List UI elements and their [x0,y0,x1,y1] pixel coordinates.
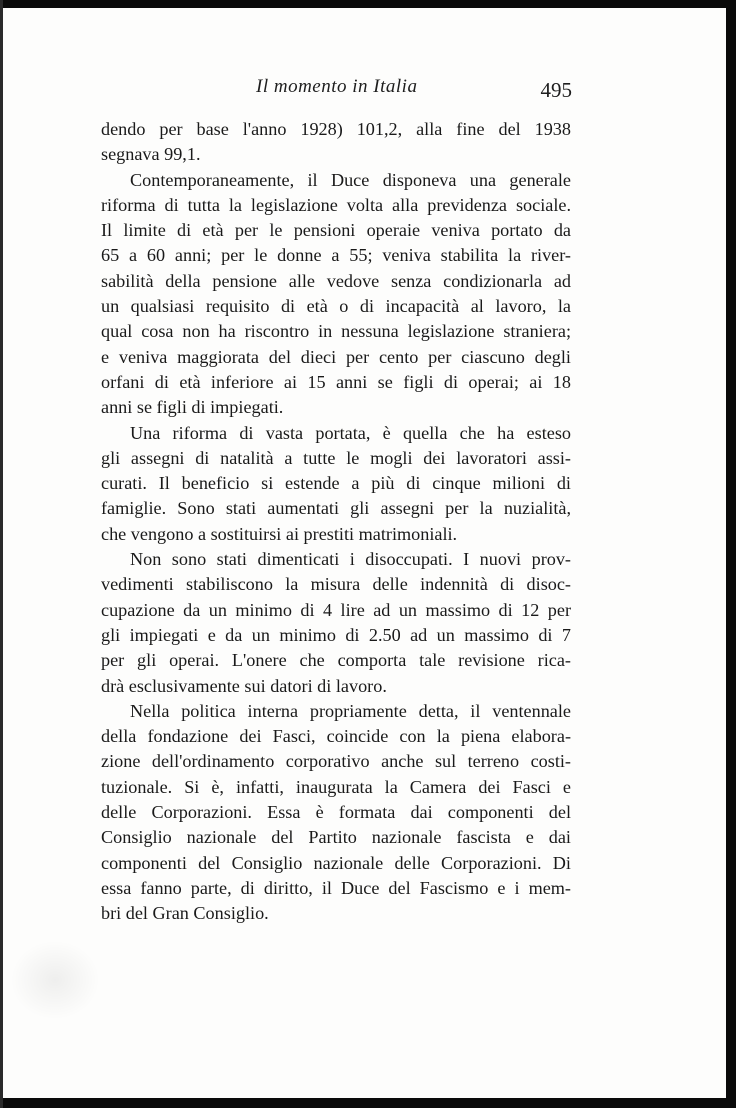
text-line: Il limite di età per le pensioni operaie veniva portato da [101,220,571,241]
text-line: famiglie. Sono stati aumentati gli assegni per la nuzialità, [101,498,571,519]
scan-border-left [0,0,3,1108]
text-line: Una riforma di vasta portata, è quella che ha esteso [130,422,571,443]
paragraph [101,421,571,547]
paragraph [101,117,571,168]
scan-smudge [10,940,100,1020]
text-line: Consiglio nazionale del Partito nazionale fascista e dai [101,827,571,848]
text-line: e veniva maggiorata del dieci per cento per ciascuno degli [101,346,571,367]
paragraph [101,699,571,927]
scan-border-bottom [0,1098,736,1108]
text-line: essa fanno parte, di diritto, il Duce del Fascismo e i mem- [101,877,571,898]
text-line: Non sono stati dimenticati i disoccupati. I nuovi prov- [130,549,571,570]
running-head [100,74,576,104]
text-line: della fondazione dei Fasci, coincide con la piena elabora- [101,726,571,747]
text-line: cupazione da un minimo di 4 lire ad un massimo di 12 per [101,599,571,620]
text-line: 65 a 60 anni; per le donne a 55; veniva stabilita la river- [101,245,571,266]
text-line: gli impiegati e da un minimo di 2.50 ad un massimo di 7 [101,624,571,645]
text-line: curati. Il beneficio si estende a più di cinque milioni di [101,473,571,494]
text-line: zione dell'ordinamento corporativo anche sul terreno costi- [101,751,571,772]
text-line: vedimenti stabiliscono la misura delle indennità di disoc- [101,574,571,595]
text-line: componenti del Consiglio nazionale delle Corporazioni. Di [101,852,571,873]
text-line: orfani di età inferiore ai 15 anni se figli di operai; ai 18 [101,371,571,392]
text-line: Nella politica interna propriamente detta, il ventennale [130,700,571,721]
running-title: Il momento in Italia [256,76,418,97]
paragraph [101,547,571,699]
scan-border-top [0,0,736,8]
text-line: Contemporaneamente, il Duce disponeva una generale [130,169,571,190]
page-number: 495 [540,78,572,102]
body-text [101,117,571,927]
text-line: per gli operai. L'onere che comporta tale revisione rica- [101,650,571,671]
text-line: un qualsiasi requisito di età o di incapacità al lavoro, la [101,296,571,317]
text-line: drà esclusivamente sui datori di lavoro. [101,675,387,696]
text-line: bri del Gran Consiglio. [101,903,269,924]
paragraph [101,168,571,421]
text-line: anni se figli di impiegati. [101,397,284,418]
text-line: delle Corporazioni. Essa è formata dai componenti del [101,802,571,823]
text-line: qual cosa non ha riscontro in nessuna legislazione straniera; [101,321,571,342]
text-line: tuzionale. Si è, infatti, inaugurata la Camera dei Fasci e [101,776,571,797]
text-line: segnava 99,1. [101,144,201,165]
scan-border-right [726,0,736,1108]
text-line: che vengono a sostituirsi ai prestiti matrimoniali. [101,523,458,544]
text-line: riforma di tutta la legislazione volta alla previdenza sociale. [101,194,571,215]
text-line: gli assegni di natalità a tutte le mogli dei lavoratori assi- [101,447,571,468]
text-line: sabilità della pensione alle vedove senza condizionarla ad [101,270,571,291]
text-line: dendo per base l'anno 1928) 101,2, alla fine del 1938 [101,119,571,139]
